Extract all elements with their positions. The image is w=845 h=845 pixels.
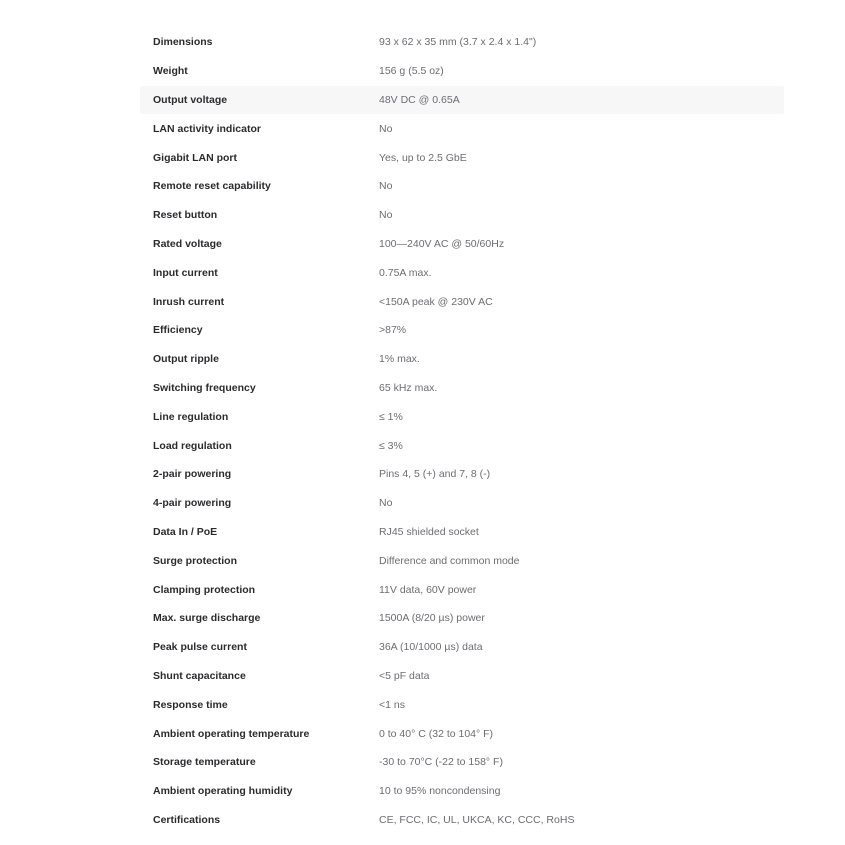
spec-value: 11V data, 60V power <box>379 583 477 596</box>
spec-row-ambient-operating-temperature <box>140 719 784 748</box>
spec-value: 156 g (5.5 oz) <box>379 65 444 78</box>
spec-value: 100—240V AC @ 50/60Hz <box>379 237 505 250</box>
spec-value: <150A peak @ 230V AC <box>379 295 493 308</box>
spec-row-rated-voltage <box>140 230 784 259</box>
spec-label: Ambient operating humidity <box>153 785 293 798</box>
spec-label: Shunt capacitance <box>153 669 246 682</box>
spec-row-ambient-operating-humidity <box>140 777 784 806</box>
spec-row-dimensions <box>140 28 784 57</box>
spec-row-clamping-protection <box>140 575 784 604</box>
spec-row-gigabit-lan-port <box>140 143 784 172</box>
spec-value: 48V DC @ 0.65A <box>379 93 460 106</box>
spec-value: 10 to 95% noncondensing <box>379 785 501 798</box>
spec-value: 1500A (8/20 µs) power <box>379 612 485 625</box>
spec-row-2-pair-powering <box>140 460 784 489</box>
spec-row-inrush-current <box>140 287 784 316</box>
spec-value: -30 to 70°C (-22 to 158° F) <box>379 756 503 769</box>
spec-label: Dimensions <box>153 36 213 49</box>
spec-row-storage-temperature <box>140 748 784 777</box>
spec-label: Output ripple <box>153 353 219 366</box>
spec-value: CE, FCC, IC, UL, UKCA, KC, CCC, RoHS <box>379 813 575 826</box>
spec-label: Weight <box>153 65 188 78</box>
spec-label: Inrush current <box>153 295 225 308</box>
spec-label: Gigabit LAN port <box>153 151 237 164</box>
spec-table <box>140 28 784 834</box>
spec-label: Input current <box>153 266 218 279</box>
spec-value: <1 ns <box>379 698 405 711</box>
spec-label: Certifications <box>153 813 221 826</box>
spec-label: Storage temperature <box>153 756 256 769</box>
spec-label: Switching frequency <box>153 381 256 394</box>
spec-value: 65 kHz max. <box>379 381 438 394</box>
spec-label: Output voltage <box>153 93 228 106</box>
spec-label: Max. surge discharge <box>153 612 261 625</box>
spec-value: Difference and common mode <box>379 554 520 567</box>
spec-value: 0 to 40° C (32 to 104° F) <box>379 727 494 740</box>
spec-value: 36A (10/1000 µs) data <box>379 641 483 654</box>
spec-row-load-regulation <box>140 431 784 460</box>
spec-label: Line regulation <box>153 410 229 423</box>
spec-row-surge-protection <box>140 546 784 575</box>
spec-label: Remote reset capability <box>153 180 271 193</box>
spec-row-certifications <box>140 806 784 835</box>
spec-label: Ambient operating temperature <box>153 727 310 740</box>
spec-label: Clamping protection <box>153 583 256 596</box>
spec-value: >87% <box>379 324 407 337</box>
spec-row-peak-pulse-current <box>140 633 784 662</box>
spec-row-lan-activity-indicator <box>140 114 784 143</box>
spec-label: Efficiency <box>153 324 203 337</box>
spec-row-4-pair-powering <box>140 489 784 518</box>
spec-value: No <box>379 209 393 222</box>
spec-value: ≤ 3% <box>379 439 403 452</box>
spec-label: LAN activity indicator <box>153 122 261 135</box>
spec-label: 4-pair powering <box>153 497 232 510</box>
spec-row-efficiency <box>140 316 784 345</box>
spec-label: Data In / PoE <box>153 525 218 538</box>
spec-row-line-regulation <box>140 402 784 431</box>
spec-label: Reset button <box>153 209 218 222</box>
spec-label: Peak pulse current <box>153 641 247 654</box>
spec-value: 0.75A max. <box>379 266 432 279</box>
spec-value: No <box>379 180 393 193</box>
spec-row-weight <box>140 57 784 86</box>
spec-label: Response time <box>153 698 228 711</box>
spec-value: ≤ 1% <box>379 410 403 423</box>
spec-row-data-in-poe <box>140 518 784 547</box>
spec-row-remote-reset-capability <box>140 172 784 201</box>
spec-row-response-time <box>140 690 784 719</box>
spec-row-reset-button <box>140 201 784 230</box>
spec-label: 2-pair powering <box>153 468 232 481</box>
spec-row-shunt-capacitance <box>140 662 784 691</box>
spec-label: Load regulation <box>153 439 232 452</box>
spec-row-switching-frequency <box>140 374 784 403</box>
spec-row-input-current <box>140 258 784 287</box>
spec-value: 1% max. <box>379 353 420 366</box>
spec-value: No <box>379 122 393 135</box>
spec-value: <5 pF data <box>379 669 430 682</box>
spec-value: No <box>379 497 393 510</box>
spec-row-output-ripple <box>140 345 784 374</box>
spec-label: Rated voltage <box>153 237 222 250</box>
spec-value: RJ45 shielded socket <box>379 525 479 538</box>
spec-label: Surge protection <box>153 554 238 567</box>
spec-value: Pins 4, 5 (+) and 7, 8 (-) <box>379 468 491 481</box>
spec-row-max-surge-discharge <box>140 604 784 633</box>
spec-value: 93 x 62 x 35 mm (3.7 x 2.4 x 1.4") <box>379 36 537 49</box>
spec-row-output-voltage <box>140 86 784 115</box>
spec-value: Yes, up to 2.5 GbE <box>379 151 467 164</box>
